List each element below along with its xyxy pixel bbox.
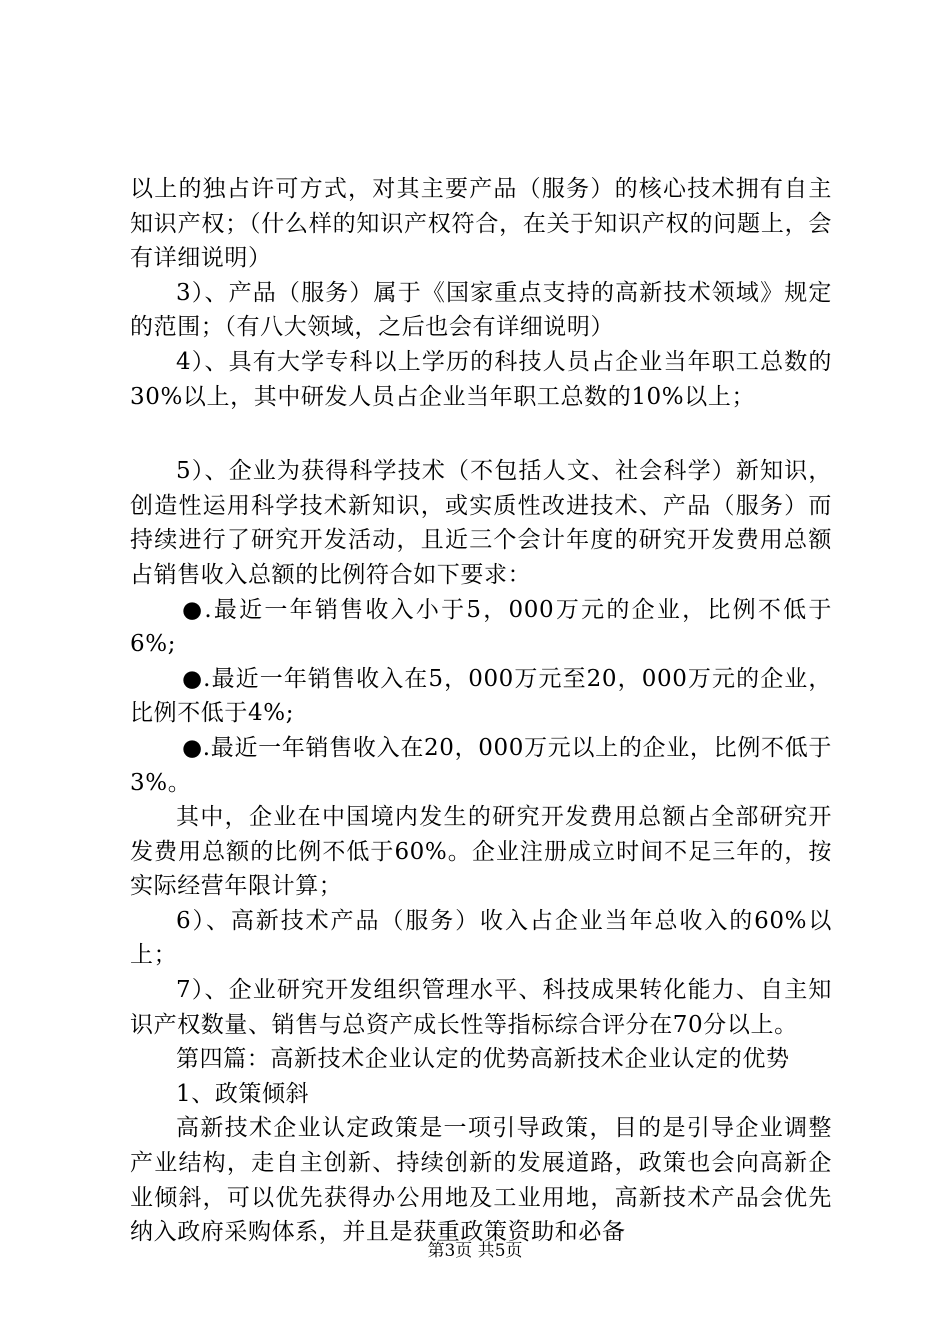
paragraph-note: 其中，企业在中国境内发生的研究开发费用总额占全部研究开发费用总额的比例不低于60%。企业注册成立时间不足三年的，按实际经营年限计算；: [130, 804, 832, 900]
paragraph-gap: [130, 414, 832, 454]
bullet-item-1: ●.最近一年销售收入小于5，000万元的企业，比例不低于6%;: [130, 596, 832, 658]
paragraph-item-4: 4）、具有大学专科以上学历的科技人员占企业当年职工总数的30%以上，其中研发人员占企业当年职工总数的10%以上；: [130, 348, 832, 410]
paragraph-item-5: 5）、企业为获得科学技术（不包括人文、社会科学）新知识，创造性运用科学技术新知识，或实质性改进技术、产品（服务）而持续进行了研究开发活动，且近三个会计年度的研究开发费用总额占销售收入总额的比例符合如下要求：: [130, 458, 832, 588]
bullet-item-3: ●.最近一年销售收入在20，000万元以上的企业，比例不低于3%。: [130, 734, 832, 796]
paragraph-item-6: 6）、高新技术产品（服务）收入占企业当年总收入的60%以上；: [130, 907, 832, 969]
section-heading: 第四篇：高新技术企业认定的优势高新技术企业认定的优势: [176, 1046, 790, 1073]
subsection-heading: 1、政策倾斜: [176, 1080, 310, 1107]
paragraph-item-7: 7）、企业研究开发组织管理水平、科技成果转化能力、自主知识产权数量、销售与总资产成长性等指标综合评分在70分以上。: [130, 977, 832, 1038]
paragraph-item-3: 3）、产品（服务）属于《国家重点支持的高新技术领域》规定的范围；（有八大领域，之后也会有详细说明）: [130, 279, 832, 341]
paragraph-policy: 高新技术企业认定政策是一项引导政策，目的是引导企业调整产业结构，走自主创新、持续创新的发展道路，政策也会向高新企业倾斜，可以优先获得办公用地及工业用地，高新技术产品会优先纳入政府采购体系，并且是获重政策资助和必备: [130, 1115, 832, 1246]
paragraph-continuation: 以上的独占许可方式，对其主要产品（服务）的核心技术拥有自主知识产权；（什么样的知识产权符合，在关于知识产权的问题上，会有详细说明）: [130, 176, 832, 272]
page-footer: 第3页 共5页: [427, 1241, 523, 1261]
document-body: [130, 172, 832, 1250]
bullet-item-2: ●.最近一年销售收入在5，000万元至20，000万元的企业，比例不低于4%;: [130, 665, 832, 727]
